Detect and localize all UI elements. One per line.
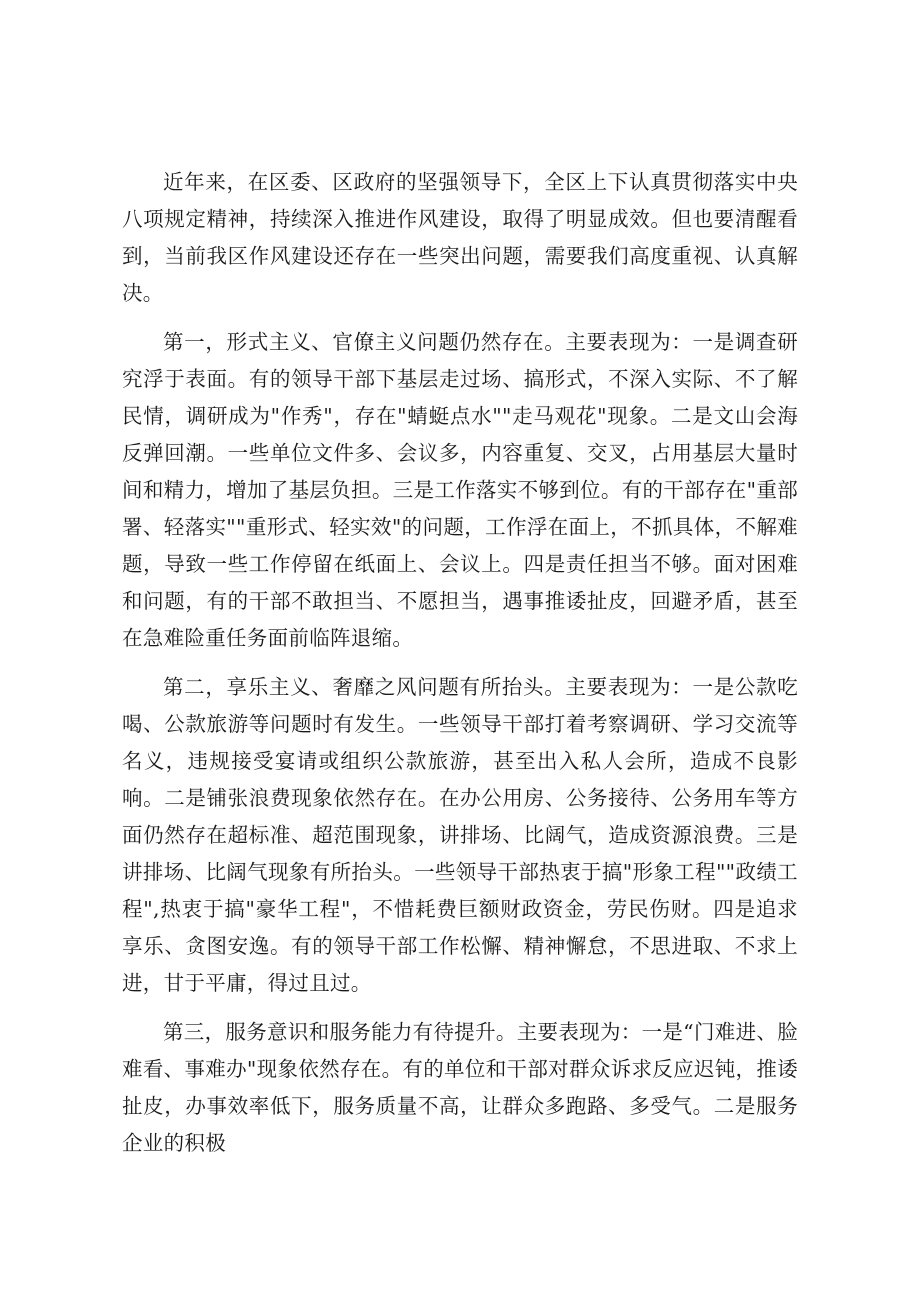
paragraph-second-issue: 第二，享乐主义、奢靡之风问题有所抬头。主要表现为：一是公款吃喝、公款旅游等问题时有发生。一些领导干部打着考察调研、学习交流等名义，违规接受宴请或组织公款旅游，甚至出入私人会所，造成不良影响。二是铺张浪费现象依然存在。在办公用房、公务接待、公务用车等方面仍然存在超标准、超范围现象，讲排场、比阔气，造成资源浪费。三是讲排场、比阔气现象有所抬头。一些领导干部热衷于搞"形象工程""政绩工程",热衷于搞"豪华工程"，不惜耗费巨额财政资金，劳民伤财。四是追求享乐、贪图安逸。有的领导干部工作松懈、精神懈怠，不思进取、不求上进，甘于平庸，得过且过。: [122, 675, 798, 995]
document-body: [122, 164, 798, 1162]
paragraph-first-issue: 第一，形式主义、官僚主义问题仍然存在。主要表现为：一是调查研究浮于表面。有的领导干部下基层走过场、搞形式，不深入实际、不了解民情，调研成为"作秀"，存在"蜻蜓点水""走马观花"现象。二是文山会海反弹回潮。一些单位文件多、会议多，内容重复、交叉，占用基层大量时间和精力，增加了基层负担。三是工作落实不够到位。有的干部存在"重部署、轻落实""重形式、轻实效"的问题，工作浮在面上，不抓具体，不解难题，导致一些工作停留在纸面上、会议上。四是责任担当不够。面对困难和问题，有的干部不敢担当、不愿担当，遇事推诿扯皮，回避矛盾，甚至在急难险重任务面前临阵退缩。: [122, 330, 798, 650]
paragraph-intro: 近年来，在区委、区政府的坚强领导下，全区上下认真贯彻落实中央八项规定精神，持续深入推进作风建设，取得了明显成效。但也要清醒看到，当前我区作风建设还存在一些突出问题，需要我们高度重视、认真解决。: [122, 170, 798, 305]
paragraph-third-issue: 第三，服务意识和服务能力有待提升。主要表现为：一是“门难进、脸难看、事难办"现象依然存在。有的单位和干部对群众诉求反应迟钝，推诿扯皮，办事效率低下，服务质量不高，让群众多跑路、多受气。二是服务企业的积极: [122, 1020, 798, 1155]
